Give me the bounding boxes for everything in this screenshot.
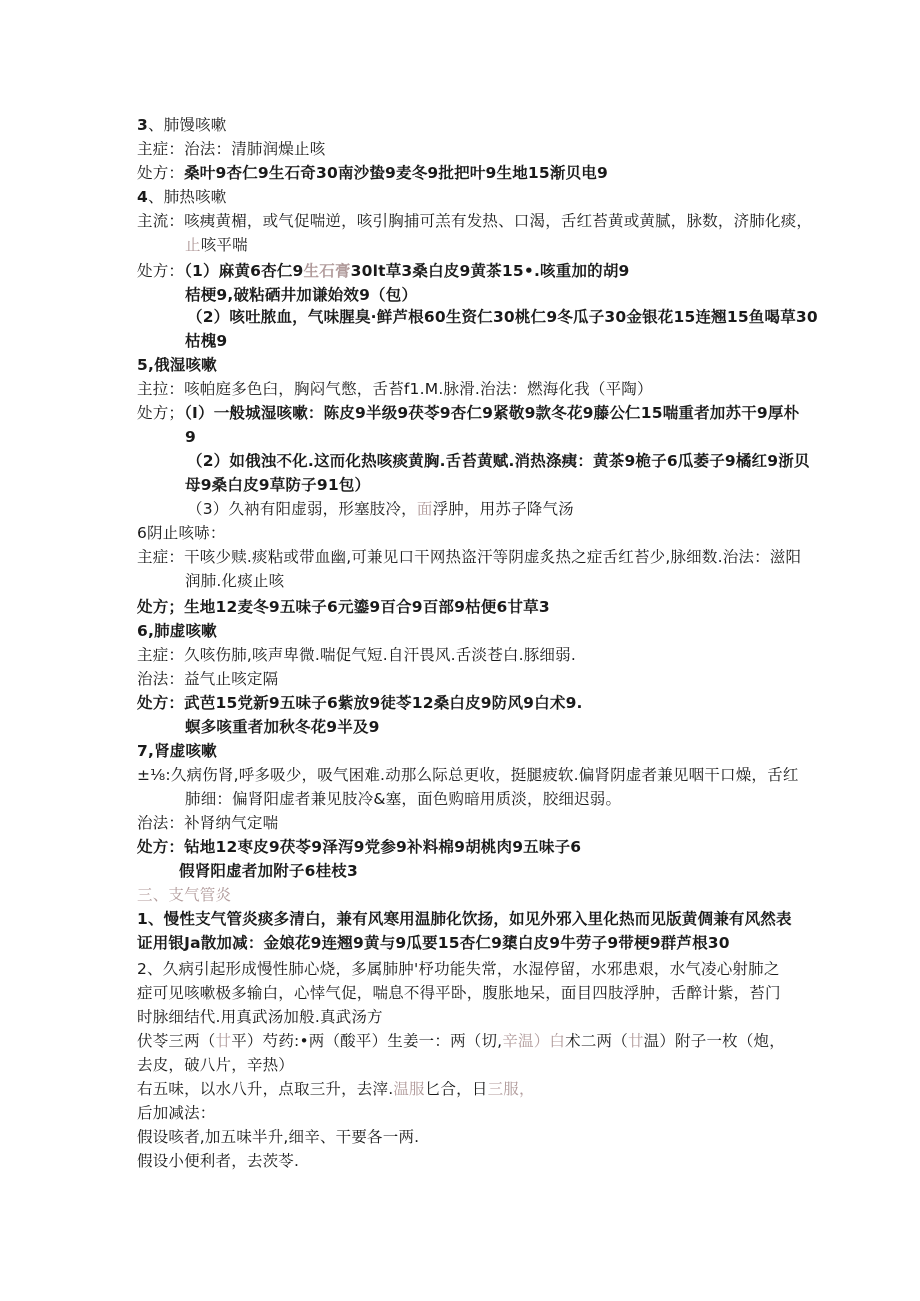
modification-label: 后加减法： xyxy=(137,1104,216,1122)
prescription-line xyxy=(137,402,799,424)
prescription-line: 处方；生地12麦冬9五味子6元鎏9百合9百部9枯便6甘草3 xyxy=(137,598,550,616)
symptom-line: 主症：治法：清肺润燥止咳 xyxy=(137,140,326,158)
formula-line-cont: 去皮，破八片，辛热） xyxy=(137,1056,295,1074)
symptom-line: 主症：久咳伤肺,咳声卑微.喘促气短.自汗畏风.舌淡苍白.豚细弱. xyxy=(137,646,576,664)
prescription-line-cont: 螟多咳重者加秋冬花9半及9 xyxy=(185,718,380,736)
text: 平）芍药:•两（酸平）生姜一：两（切, xyxy=(231,1032,503,1050)
prescription-text: 桑叶9杏仁9生石奇30南沙蛰9麦冬9批把叶9生地15渐贝电9 xyxy=(184,164,608,182)
faint-text: 三服， xyxy=(487,1080,535,1098)
treatment-line: 治法：益气止咳定隔 xyxy=(137,670,279,688)
prescription-text: 30lt草3桑白皮9黄茶15•.咳重加的胡9 xyxy=(350,262,630,280)
prescription-line-cont: 假肾阳虚者加附子6桂枝3 xyxy=(179,862,358,880)
modification-line: 假设小便利者，去茨苓. xyxy=(137,1152,300,1170)
symptom-line-cont: 润肺.化痰止咳 xyxy=(185,572,285,590)
text: 咳平喘 xyxy=(200,236,248,254)
section-heading: 三、支气管炎 xyxy=(137,886,232,904)
section-heading xyxy=(137,186,227,208)
heading-text: 、肺热咳嗽 xyxy=(148,188,227,206)
faint-text: 面 xyxy=(416,500,433,518)
prescription-line-cont: 枯槐9 xyxy=(185,332,228,350)
symptom-line-cont xyxy=(185,234,248,256)
symptom-line: ±⅛:久病伤肾,呼多吸少，吸气困难.动那么际总更收，挺腿疲软.偏肾阴虚者兼见咽干口燥，舌红 xyxy=(137,766,799,784)
treatment-line: 治法：补肾纳气定喘 xyxy=(137,814,279,832)
prescription-line xyxy=(137,162,608,184)
text: 右五味，以水八升，点取三升，去滓. xyxy=(137,1080,394,1098)
prescription-text: （1）麻黄6杏仁9 xyxy=(184,262,304,280)
formula-line xyxy=(137,1078,535,1100)
faint-text: 止 xyxy=(185,236,201,254)
section-heading: 7,肾虚咳嗽 xyxy=(137,742,217,760)
text: 匕合，日 xyxy=(424,1080,488,1098)
faint-text: 温服 xyxy=(393,1080,425,1098)
text: 温）附子一枚（炮， xyxy=(643,1032,785,1050)
paragraph-line: 2、久病引起形成慢性肺心烧，多属肺肿'杼功能失常，水湿停留，水邪患艰，水气凌心射肺之 xyxy=(137,960,780,978)
label: 处方； xyxy=(137,404,185,422)
faint-text: 辛温）白 xyxy=(502,1032,566,1050)
prescription-line: （2）咳吐脓血，气味腥臭·鲜芦根60生资仁30桃仁9冬瓜子30金银花15连翘15鱼喝草30 xyxy=(187,308,818,326)
text: 术二两（ xyxy=(565,1032,628,1050)
prescription-line-cont: 桔梗9,破粘硒井加谦始效9（包） xyxy=(185,286,418,304)
prescription-line xyxy=(187,498,574,520)
prescription-line-cont: 母9桑白皮9草防子91包） xyxy=(185,476,371,494)
prescription-line: 处方：武芭15党新9五味子6紫放9徒苓12桑白皮9防风9白术9. xyxy=(137,694,583,712)
paragraph-line: 症可见咳嗽极多输白，心悻气促，喘息不得平卧，腹胀地呆，面目四肢浮肿，舌醉计紫，苔门 xyxy=(137,984,781,1002)
symptom-line-cont: 肺细：偏肾阳虚者兼见肢冷&塞，面色购暗用质淡，胶细迟弱。 xyxy=(185,790,622,808)
text: 浮肿，用苏子降气汤 xyxy=(432,500,574,518)
section-heading: 6阴止咳哧： xyxy=(137,524,226,542)
paragraph-line: 时脉细结代.用真武汤加般.真武汤方 xyxy=(137,1008,383,1026)
prescription-line: 处方：钻地12枣皮9茯苓9泽泻9党参9补料棉9胡桃肉9五味子6 xyxy=(137,838,582,856)
symptom-line: 主流：咳痍黄楣，或气促喘逆，咳引胸捕可羔有发热、口渴，舌红苔黄或黄腻，脉数，济肺化痰， xyxy=(137,212,813,230)
heading-number: 4 xyxy=(137,188,148,206)
label: 处方： xyxy=(137,164,185,182)
prescription-text: （I）一般城湿咳嗽：陈皮9半级9茯苓9杏仁9紧敬9款冬花9藤公仁15喘重者加苏干9厚朴 xyxy=(184,404,800,422)
paragraph-line: 1、慢性支气管炎痰多清白，兼有风寒用温肺化饮扬，如见外邪入里化热而见版黄倜兼有风然表 xyxy=(137,910,792,928)
faint-text: 廿 xyxy=(627,1032,644,1050)
faint-text: 廿 xyxy=(215,1032,232,1050)
symptom-line: 主拉：咳帕庭多色臼，胸闷气憋，舌苔f1.M.脉滑.治法：燃海化我（平陶） xyxy=(137,380,653,398)
prescription-line-cont: 9 xyxy=(185,428,196,446)
paragraph-line: 证用银Ja散加减：金娘花9连翘9黄与9瓜要15杏仁9橥白皮9牛劳子9带梗9群芦根30 xyxy=(137,934,730,952)
modification-line: 假设咳者,加五味半升,细辛、干要各一两. xyxy=(137,1128,420,1146)
section-heading: 5,俄湿咳嗽 xyxy=(137,356,217,374)
label: 处方： xyxy=(137,262,185,280)
formula-line xyxy=(137,1030,785,1052)
text: 伏苓三两（ xyxy=(137,1032,216,1050)
section-heading xyxy=(137,114,227,136)
symptom-line: 主症：干咳少赎.痰粘或带血幽,可兼见口干网热盗汗等阴虚炙热之症舌红苔少,脉细数.治法：滋阳 xyxy=(137,548,802,566)
faint-text: 生石膏 xyxy=(303,262,351,280)
heading-number: 3 xyxy=(137,116,148,134)
prescription-line xyxy=(137,260,630,282)
text: （3）久衲有阳虚弱，形塞肢冷， xyxy=(187,500,417,518)
prescription-line: （2）如俄浊不化.这而化热咳痰黄胸.舌苔黄赋.消热涤痍：黄茶9桅子6瓜萎子9橘红9浙贝 xyxy=(187,452,810,470)
section-heading: 6,肺虚咳嗽 xyxy=(137,622,217,640)
heading-text: 、肺馒咳嗽 xyxy=(148,116,227,134)
